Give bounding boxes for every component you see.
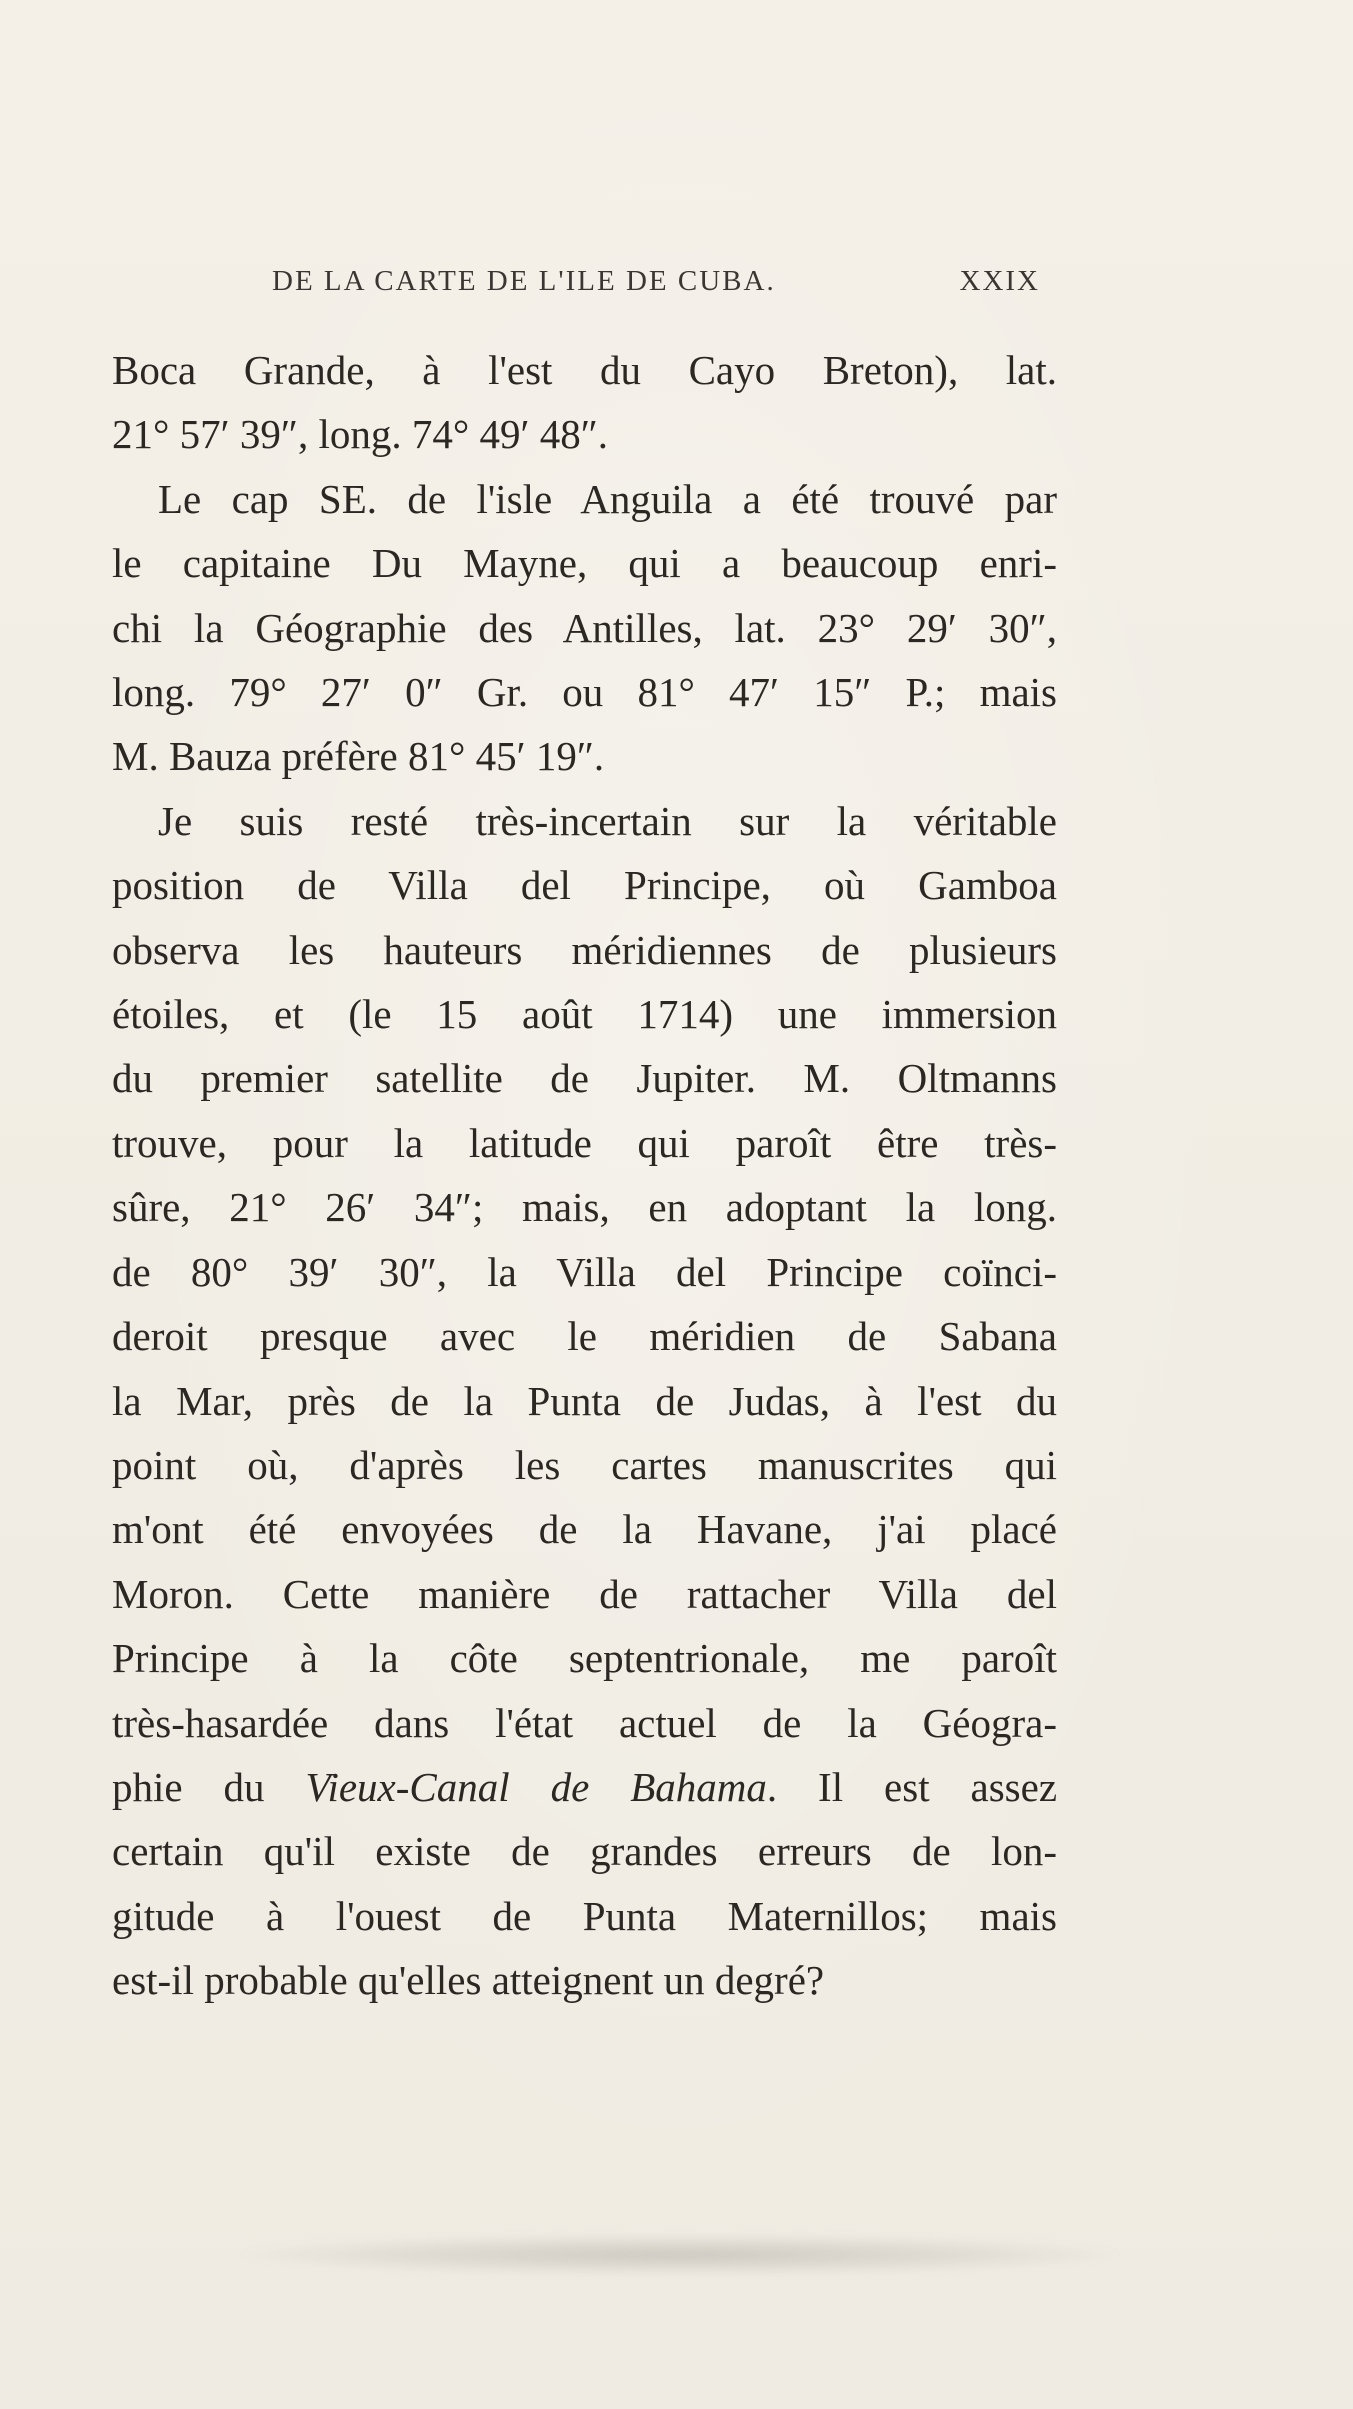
text-line: étoiles, et (le 15 août 1714) une immersion — [112, 991, 1057, 1038]
text-line: le capitaine Du Mayne, qui a beaucoup enri- — [112, 540, 1057, 587]
text-line: de 80° 39′ 30″, la Villa del Principe coïnci- — [112, 1248, 1057, 1295]
page-number: XXIX — [959, 265, 1040, 297]
text-line: observa les hauteurs méridiennes de plusieurs — [112, 926, 1057, 973]
text-line: très-hasardée dans l'état actuel de la Géogra- — [112, 1699, 1057, 1746]
text-line: gitude à l'ouest de Punta Maternillos; mais — [112, 1892, 1057, 1939]
text-line: long. 79° 27′ 0″ Gr. ou 81° 47′ 15″ P.; mais — [112, 669, 1057, 716]
text-line: Principe à la côte septentrionale, me paroît — [112, 1635, 1057, 1682]
text-line: Moron. Cette manière de rattacher Villa del — [112, 1570, 1057, 1617]
text-line: 21° 57′ 39″, long. 74° 49′ 48″. — [112, 411, 609, 458]
text-line: chi la Géographie des Antilles, lat. 23° 29′ 30″, — [112, 604, 1057, 651]
text-line: position de Villa del Principe, où Gamboa — [112, 862, 1057, 909]
text-line: Le cap SE. de l'isle Anguila a été trouvé par — [158, 475, 1057, 522]
text-line-start: phie du — [112, 1763, 306, 1810]
body-text — [112, 338, 1057, 2013]
text-line: deroit presque avec le méridien de Sabana — [112, 1313, 1057, 1360]
running-title: DE LA CARTE DE L'ILE DE CUBA. — [272, 265, 776, 297]
text-line — [112, 1755, 1057, 1819]
running-header — [272, 265, 1040, 313]
text-line: est-il probable qu'elles atteignent un degré? — [112, 1957, 825, 2004]
text-line: la Mar, près de la Punta de Judas, à l'est du — [112, 1377, 1057, 1424]
text-line-end: . Il est assez — [766, 1763, 1058, 1810]
page-smudge — [240, 2235, 1120, 2275]
text-line: Je suis resté très-incertain sur la véritable — [158, 797, 1057, 844]
text-line: Boca Grande, à l'est du Cayo Breton), lat. — [112, 347, 1057, 393]
text-line: M. Bauza préfère 81° 45′ 19″. — [112, 733, 605, 780]
text-line: sûre, 21° 26′ 34″; mais, en adoptant la long. — [112, 1184, 1057, 1231]
text-line: trouve, pour la latitude qui paroît être très- — [112, 1119, 1057, 1166]
text-line: m'ont été envoyées de la Havane, j'ai placé — [112, 1506, 1057, 1553]
text-line: du premier satellite de Jupiter. M. Oltmanns — [112, 1055, 1057, 1102]
italic-title: Vieux-Canal de Bahama — [305, 1763, 767, 1810]
text-line: certain qu'il existe de grandes erreurs de lon- — [112, 1828, 1057, 1875]
text-line: point où, d'après les cartes manuscrites qui — [112, 1441, 1057, 1488]
